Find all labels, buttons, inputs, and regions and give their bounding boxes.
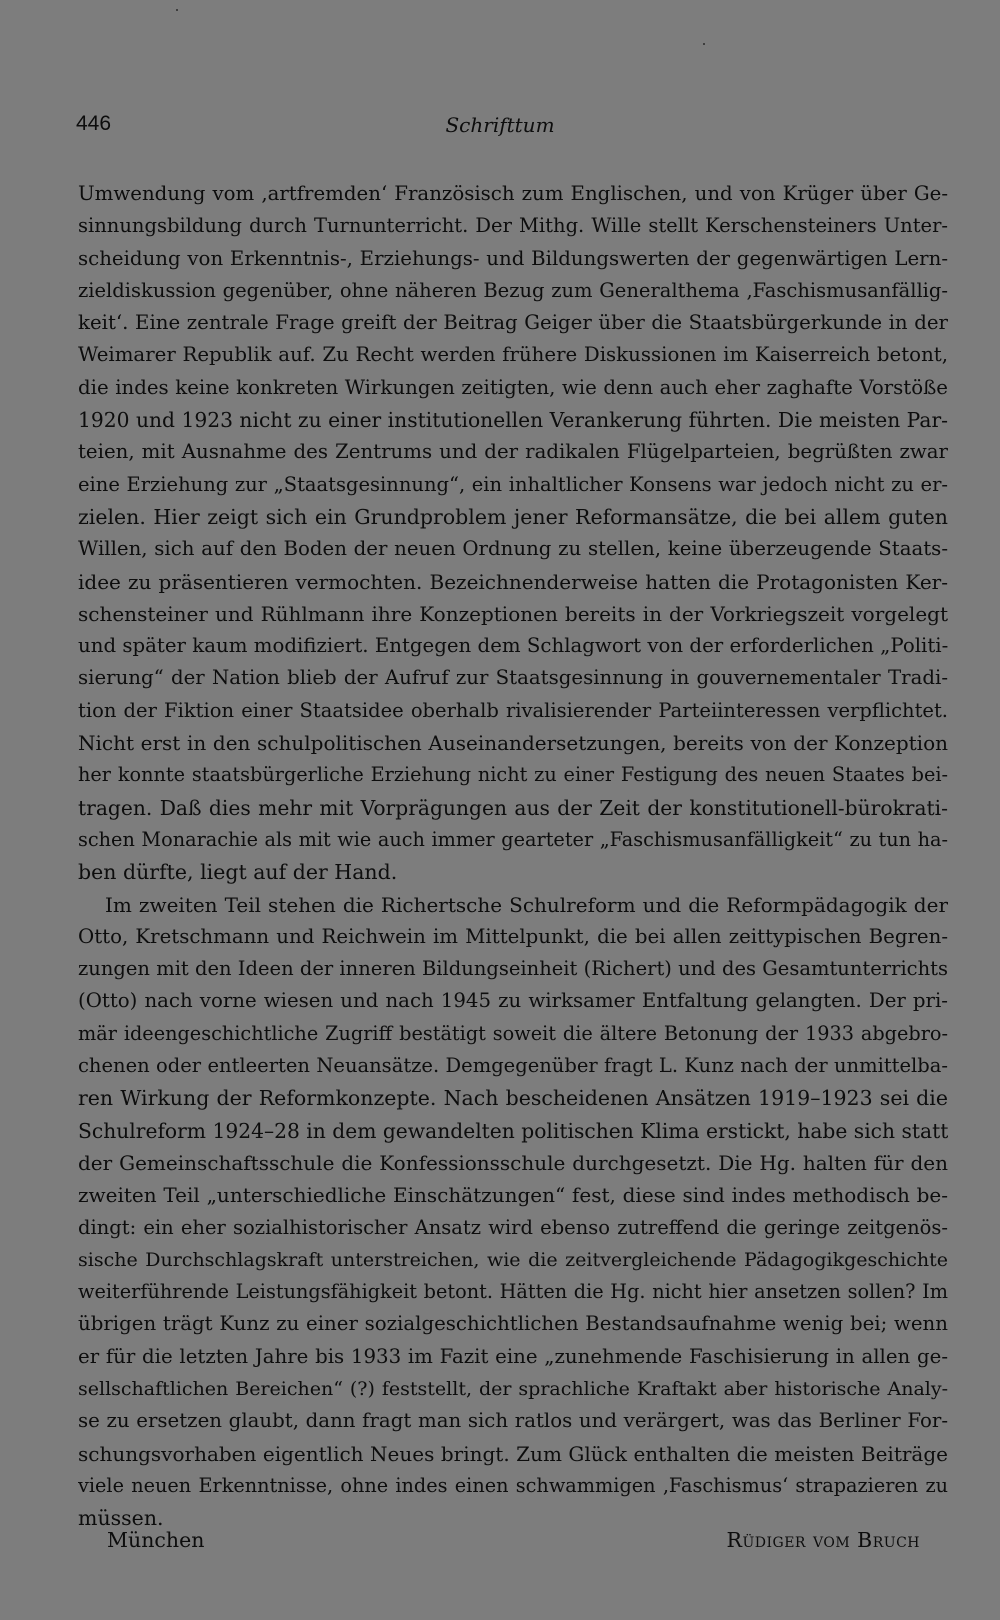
text-line: 1920 und 1923 nicht zu einer institutionellen Verankerung führten. Die meisten Par-: [78, 408, 948, 433]
text-line: schen Monarachie als mit wie auch immer gearteter „Faschismusanfälligkeit“ zu tun ha-: [78, 827, 948, 851]
text-line: und später kaum modifiziert. Entgegen dem Schlagwort von der erforderlichen „Politi-: [78, 634, 948, 658]
text-line: ren Wirkung der Reformkonzepte. Nach bescheidenen Ansätzen 1919–1923 sei die: [78, 1086, 948, 1111]
paragraph: [78, 889, 948, 1535]
text-line: sellschaftlichen Bereichen“ (?) feststellt, der sprachliche Kraftakt aber historische Analy-: [78, 1377, 948, 1400]
text-line: idee zu präsentieren vermochten. Bezeichnenderweise hatten die Protagonisten Ker-: [78, 569, 948, 594]
signature-line: [0, 1528, 1000, 1560]
text-line: zieldiskussion gegenüber, ohne näheren Bezug zum Generalthema ‚Faschismusanfällig-: [78, 278, 948, 302]
text-line: weiterführende Leistungsfähigkeit betont. Hätten die Hg. nicht hier ansetzen sollen? Im: [78, 1280, 948, 1304]
text-line: scheidung von Erkenntnis-, Erziehungs- und Bildungswerten der gegenwärtigen Lern-: [78, 246, 948, 270]
text-line: sierung“ der Nation blieb der Aufruf zur Staatsgesinnung in gouvernementaler Tradi-: [78, 666, 948, 690]
text-line: müssen.: [78, 1506, 164, 1531]
text-line: tragen. Daß dies mehr mit Vorprägungen aus der Zeit der konstitutionell-bürokrati-: [78, 795, 948, 820]
text-line: zungen mit den Ideen der inneren Bildungseinheit (Richert) und des Gesamtunterrichts: [78, 957, 948, 981]
text-line: sinnungsbildung durch Turnunterricht. Der Mithg. Wille stellt Kerschensteiners Unter-: [78, 214, 948, 238]
text-line: her konnte staatsbürgerliche Erziehung nicht zu einer Festigung des neuen Staates bei-: [78, 763, 948, 787]
text-line: die indes keine konkreten Wirkungen zeitigten, wie denn auch eher zaghafte Vorstöße: [78, 375, 948, 399]
paragraph: [78, 178, 948, 889]
text-line: eine Erziehung zur „Staatsgesinnung“, ein inhaltlicher Konsens war jedoch nicht zu er-: [78, 472, 948, 496]
text-line: der Gemeinschaftsschule die Konfessionsschule durchgesetzt. Die Hg. halten für den: [78, 1150, 948, 1175]
signature-place: München: [107, 1528, 205, 1552]
page-number: 446: [76, 112, 112, 135]
text-line: sische Durchschlagskraft unterstreichen, wie die zeitvergleichende Pädagogikgeschichte: [78, 1248, 948, 1271]
text-line: keit‘. Eine zentrale Frage greift der Beitrag Geiger über die Staatsbürgerkunde in der: [78, 311, 948, 335]
text-line: Willen, sich auf den Boden der neuen Ordnung zu stellen, keine überzeugende Staats-: [78, 537, 948, 561]
running-title: Schrifttum: [445, 113, 555, 137]
text-line: dingt: ein eher sozialhistorischer Ansatz wird ebenso zutreffend die geringe zeitgenös-: [78, 1215, 948, 1239]
text-line: teien, mit Ausnahme des Zentrums und der radikalen Flügelparteien, begrüßten zwar: [78, 440, 948, 464]
text-line: Umwendung vom ‚artfremden‘ Französisch zum Englischen, und von Krüger über Ge-: [78, 182, 948, 205]
text-line: Nicht erst in den schulpolitischen Auseinandersetzungen, bereits von der Konzeption: [78, 731, 948, 756]
text-line: ben dürfte, liegt auf der Hand.: [78, 860, 398, 885]
text-line: (Otto) nach vorne wiesen und nach 1945 zu wirksamer Entfaltung gelangten. Der pri-: [78, 989, 948, 1013]
text-line: viele neuen Erkenntnisse, ohne indes einen schwammigen ‚Faschismus‘ strapazieren zu: [78, 1473, 948, 1497]
text-line: Schulreform 1924–28 in dem gewandelten politischen Klima erstickt, habe sich statt: [78, 1118, 948, 1143]
article-body: [78, 178, 948, 1534]
text-line: schensteiner und Rühlmann ihre Konzeptionen bereits in der Vorkriegszeit vorgelegt: [78, 601, 948, 626]
text-line: se zu ersetzen glaubt, dann fragt man sich ratlos und verärgert, was das Berliner For-: [78, 1409, 948, 1433]
text-line: mär ideengeschichtliche Zugriff bestätigt soweit die ältere Betonung der 1933 abgebro-: [78, 1021, 948, 1045]
text-line: Otto, Kretschmann und Reichwein im Mittelpunkt, die bei allen zeittypischen Begren-: [78, 924, 948, 948]
signature-author: Rüdiger vom Bruch: [726, 1528, 920, 1552]
text-line: übrigen trägt Kunz zu einer sozialgeschichtlichen Bestandsaufnahme wenig bei; wenn: [78, 1312, 948, 1336]
scan-speck: [703, 43, 705, 45]
text-line: zweiten Teil „unterschiedliche Einschätzungen“ fest, diese sind indes methodisch be-: [78, 1183, 948, 1208]
text-line: chenen oder entleerten Neuansätze. Demgegenüber fragt L. Kunz nach der unmittelba-: [78, 1054, 948, 1078]
text-line: Weimarer Republik auf. Zu Recht werden frühere Diskussionen im Kaiserreich betont,: [78, 343, 948, 367]
text-line: er für die letzten Jahre bis 1933 im Fazit eine „zunehmende Faschisierung in allen ge-: [78, 1344, 948, 1368]
text-line: zielen. Hier zeigt sich ein Grundproblem jener Reformansätze, die bei allem guten: [78, 504, 948, 529]
text-line: tion der Fiktion einer Staatsidee oberhalb rivalisierender Parteiinteressen verpflichtet.: [78, 698, 948, 722]
text-line: Im zweiten Teil stehen die Richertsche Schulreform und die Reformpädagogik der: [105, 892, 948, 917]
scan-speck: [176, 9, 178, 11]
text-line: schungsvorhaben eigentlich Neues bringt. Zum Glück enthalten die meisten Beiträge: [78, 1441, 948, 1466]
